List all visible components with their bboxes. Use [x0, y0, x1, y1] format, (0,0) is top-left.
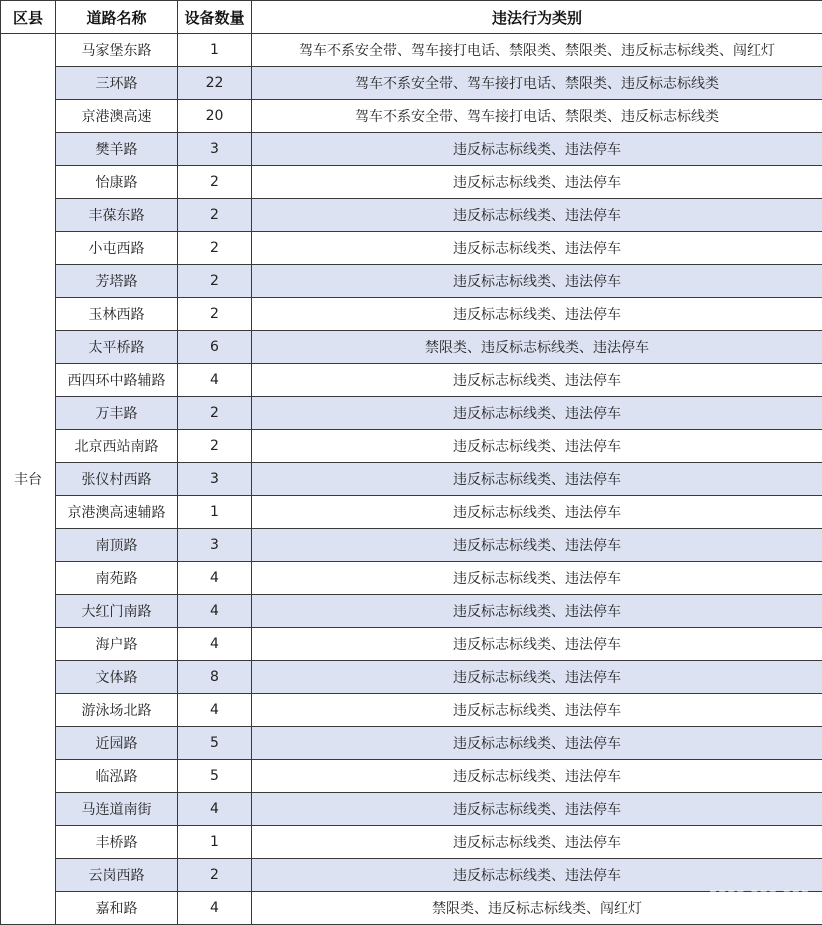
- road-name-cell: 太平桥路: [56, 331, 178, 364]
- table-row: [1, 298, 822, 331]
- table-row: [1, 892, 822, 925]
- device-count-cell: 22: [178, 67, 252, 100]
- header-road-name: 道路名称: [56, 1, 178, 34]
- violation-type-cell: 禁限类、违反标志标线类、违法停车: [252, 331, 822, 364]
- table-row: [1, 67, 822, 100]
- violation-type-cell: 禁限类、违反标志标线类、闯红灯: [252, 892, 822, 925]
- device-count-cell: 1: [178, 34, 252, 67]
- road-name-cell: 游泳场北路: [56, 694, 178, 727]
- table-row: [1, 727, 822, 760]
- device-count-cell: 5: [178, 727, 252, 760]
- road-name-cell: 丰桥路: [56, 826, 178, 859]
- violation-type-cell: 违反标志标线类、违法停车: [252, 364, 822, 397]
- road-name-cell: 马连道南街: [56, 793, 178, 826]
- table-row: [1, 430, 822, 463]
- violation-type-cell: 违反标志标线类、违法停车: [252, 793, 822, 826]
- device-count-cell: 6: [178, 331, 252, 364]
- table-row: [1, 661, 822, 694]
- device-count-cell: 2: [178, 232, 252, 265]
- table-row: [1, 694, 822, 727]
- device-count-cell: 20: [178, 100, 252, 133]
- road-name-cell: 南苑路: [56, 562, 178, 595]
- header-district: 区县: [1, 1, 56, 34]
- device-count-cell: 4: [178, 364, 252, 397]
- device-count-cell: 1: [178, 496, 252, 529]
- header-device-count: 设备数量: [178, 1, 252, 34]
- table-row: [1, 265, 822, 298]
- device-count-cell: 2: [178, 199, 252, 232]
- road-name-cell: 万丰路: [56, 397, 178, 430]
- road-name-cell: 马家堡东路: [56, 34, 178, 67]
- table-row: [1, 826, 822, 859]
- device-count-cell: 4: [178, 892, 252, 925]
- violation-type-cell: 违反标志标线类、违法停车: [252, 628, 822, 661]
- device-count-cell: 2: [178, 298, 252, 331]
- road-name-cell: 近园路: [56, 727, 178, 760]
- table-row: [1, 331, 822, 364]
- device-count-cell: 5: [178, 760, 252, 793]
- header-violation-type: 违法行为类别: [252, 1, 822, 34]
- table-row: [1, 529, 822, 562]
- device-count-cell: 2: [178, 430, 252, 463]
- violation-type-cell: 违反标志标线类、违法停车: [252, 133, 822, 166]
- violation-type-cell: 违反标志标线类、违法停车: [252, 661, 822, 694]
- road-name-cell: 海户路: [56, 628, 178, 661]
- violation-type-cell: 违反标志标线类、违法停车: [252, 760, 822, 793]
- device-count-cell: 3: [178, 463, 252, 496]
- road-name-cell: 南顶路: [56, 529, 178, 562]
- violation-type-cell: 违反标志标线类、违法停车: [252, 727, 822, 760]
- device-count-cell: 3: [178, 529, 252, 562]
- table-row: [1, 496, 822, 529]
- table-row: [1, 463, 822, 496]
- violation-type-cell: 违反标志标线类、违法停车: [252, 265, 822, 298]
- table-row: [1, 34, 822, 67]
- device-count-cell: 2: [178, 859, 252, 892]
- violation-type-cell: 违反标志标线类、违法停车: [252, 529, 822, 562]
- road-name-cell: 京港澳高速: [56, 100, 178, 133]
- device-count-cell: 2: [178, 166, 252, 199]
- road-name-cell: 三环路: [56, 67, 178, 100]
- table-row: [1, 793, 822, 826]
- road-name-cell: 临泓路: [56, 760, 178, 793]
- road-name-cell: 玉林西路: [56, 298, 178, 331]
- violation-type-cell: 违反标志标线类、违法停车: [252, 430, 822, 463]
- road-name-cell: 文体路: [56, 661, 178, 694]
- violation-type-cell: 违反标志标线类、违法停车: [252, 595, 822, 628]
- violation-type-cell: 违反标志标线类、违法停车: [252, 826, 822, 859]
- violation-type-cell: 驾车不系安全带、驾车接打电话、禁限类、违反标志标线类: [252, 100, 822, 133]
- device-count-cell: 4: [178, 595, 252, 628]
- violation-type-cell: 违反标志标线类、违法停车: [252, 496, 822, 529]
- device-count-cell: 8: [178, 661, 252, 694]
- header-row: [1, 1, 822, 34]
- device-count-cell: 2: [178, 397, 252, 430]
- device-count-cell: 4: [178, 562, 252, 595]
- table-row: [1, 760, 822, 793]
- violation-type-cell: 违反标志标线类、违法停车: [252, 463, 822, 496]
- watermark: ▪▪▪▪ ▪▪▪ ▪▪▪: [709, 885, 810, 899]
- violation-type-cell: 违反标志标线类、违法停车: [252, 232, 822, 265]
- table-body: [1, 34, 822, 925]
- violation-type-cell: 驾车不系安全带、驾车接打电话、禁限类、违反标志标线类: [252, 67, 822, 100]
- device-count-cell: 4: [178, 793, 252, 826]
- violation-type-cell: 违反标志标线类、违法停车: [252, 166, 822, 199]
- district-cell: 丰台: [1, 34, 56, 925]
- violation-type-cell: 违反标志标线类、违法停车: [252, 694, 822, 727]
- road-name-cell: 大红门南路: [56, 595, 178, 628]
- table-row: [1, 628, 822, 661]
- table-row: [1, 199, 822, 232]
- device-count-cell: 1: [178, 826, 252, 859]
- road-name-cell: 嘉和路: [56, 892, 178, 925]
- road-name-cell: 怡康路: [56, 166, 178, 199]
- road-name-cell: 张仪村西路: [56, 463, 178, 496]
- road-name-cell: 樊羊路: [56, 133, 178, 166]
- device-count-cell: 4: [178, 694, 252, 727]
- road-name-cell: 北京西站南路: [56, 430, 178, 463]
- road-name-cell: 小屯西路: [56, 232, 178, 265]
- table-row: [1, 397, 822, 430]
- table-row: [1, 232, 822, 265]
- road-name-cell: 京港澳高速辅路: [56, 496, 178, 529]
- violation-type-cell: 违反标志标线类、违法停车: [252, 397, 822, 430]
- table-row: [1, 133, 822, 166]
- device-count-cell: 4: [178, 628, 252, 661]
- device-count-cell: 2: [178, 265, 252, 298]
- table-row: [1, 100, 822, 133]
- table-row: [1, 562, 822, 595]
- table-row: [1, 859, 822, 892]
- road-name-cell: 丰葆东路: [56, 199, 178, 232]
- table-row: [1, 595, 822, 628]
- violation-type-cell: 违反标志标线类、违法停车: [252, 199, 822, 232]
- road-name-cell: 芳塔路: [56, 265, 178, 298]
- violation-type-cell: 违反标志标线类、违法停车: [252, 562, 822, 595]
- violation-type-cell: 违反标志标线类、违法停车: [252, 298, 822, 331]
- road-name-cell: 西四环中路辅路: [56, 364, 178, 397]
- table-row: [1, 166, 822, 199]
- table-row: [1, 364, 822, 397]
- violation-type-cell: 驾车不系安全带、驾车接打电话、禁限类、禁限类、违反标志标线类、闯红灯: [252, 34, 822, 67]
- violation-type-cell: 违反标志标线类、违法停车: [252, 859, 822, 892]
- device-count-cell: 3: [178, 133, 252, 166]
- road-name-cell: 云岗西路: [56, 859, 178, 892]
